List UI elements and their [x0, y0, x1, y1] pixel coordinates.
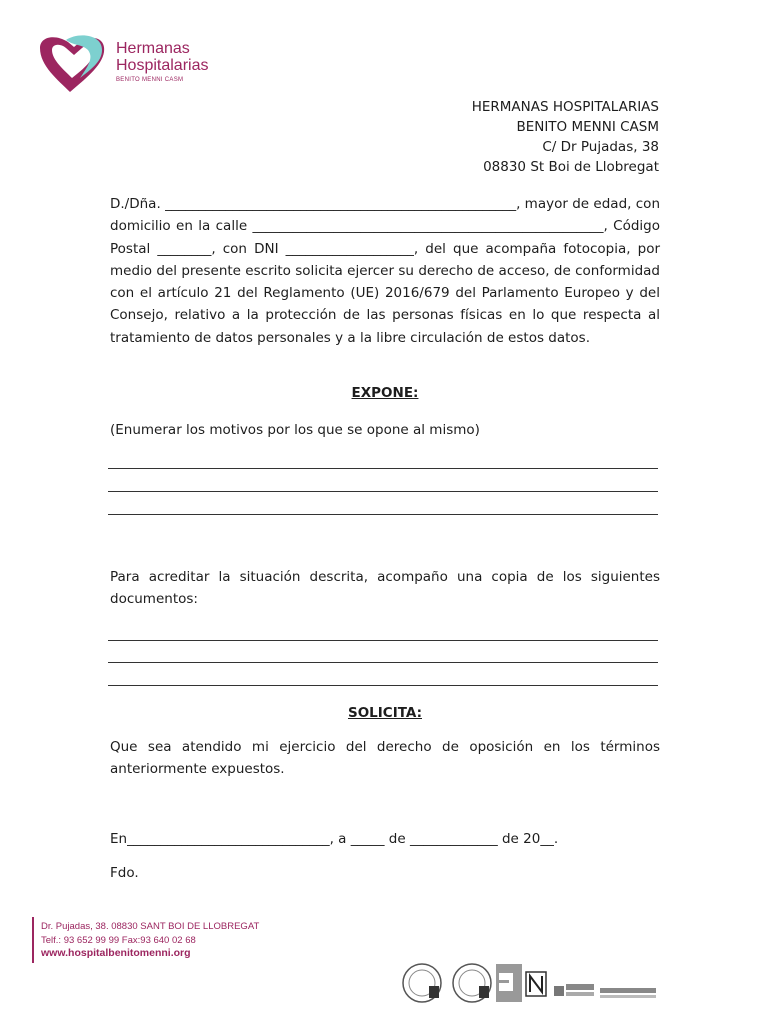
expone-line-3[interactable]: [108, 514, 658, 515]
documents-line-1[interactable]: [108, 640, 658, 641]
logo-title-line2: Hospitalarias: [116, 57, 209, 74]
xarxa-catalana-logo-icon: [600, 988, 656, 998]
expone-line-1[interactable]: [108, 468, 658, 469]
footer-website-link[interactable]: www.hospitalbenitomenni.org: [41, 947, 191, 959]
expone-instructions: (Enumerar los motivos por los que se opone al mismo): [110, 422, 480, 438]
footer-address: Dr. Pujadas, 38. 08830 SANT BOI DE LLOBREGAT: [41, 921, 260, 932]
intro-paragraph: D./Dña. ____________________________________________________, mayor de edad, con domicilio en la calle ____________________________________________________, Código Postal ________, con DNI ___________________, del que acompaña fotocopia, por medio del presente escrito solicita ejercer su derecho de acceso, de conformidad con el artículo 21 del Reglamento (UE) 2016/679 del Parlamento Europeo y del Consejo, relativo a la protección de las personas físicas en lo que respecta al tratamiento de datos personales y a la libre circulación de estos datos.: [110, 196, 660, 346]
signature-label: Fdo.: [110, 865, 139, 881]
documents-line-3[interactable]: [108, 685, 658, 686]
unio-logo-icon: [554, 984, 594, 996]
footer-accent-bar: [32, 917, 34, 963]
solicita-paragraph: Que sea atendido mi ejercicio del derecho de oposición en los términos anteriormente expuestos.: [110, 739, 660, 778]
address-line-1: HERMANAS HOSPITALARIAS: [471, 99, 659, 115]
address-line-3: C/ Dr Pujadas, 38: [542, 139, 659, 155]
solicita-heading: SOLICITA:: [347, 705, 422, 721]
certification-seal-icon-1: [403, 964, 441, 1002]
acreditar-paragraph: Para acreditar la situación descrita, acompaño una copia de los siguientes documentos:: [110, 569, 660, 608]
certification-seal-icon-2: [453, 964, 491, 1002]
footer-contact: [41, 920, 259, 961]
date-place-line: En______________________________, a _____ de _____________ de 20__.: [110, 831, 559, 847]
en-certification-icon: [496, 964, 546, 1002]
address-line-4: 08830 St Boi de Llobregat: [483, 159, 659, 175]
logo-title-line1: Hermanas: [116, 40, 190, 57]
certification-logos: [402, 962, 660, 1004]
expone-line-2[interactable]: [108, 491, 658, 492]
expone-heading: EXPONE:: [351, 385, 419, 401]
documents-line-2[interactable]: [108, 662, 658, 663]
recipient-address: [472, 97, 659, 177]
address-line-2: BENITO MENNI CASM: [516, 119, 659, 135]
logo-subtitle: BENITO MENNI CASM: [116, 77, 184, 83]
footer-phone: Telf.: 93 652 99 99 Fax:93 640 02 68: [41, 934, 196, 946]
